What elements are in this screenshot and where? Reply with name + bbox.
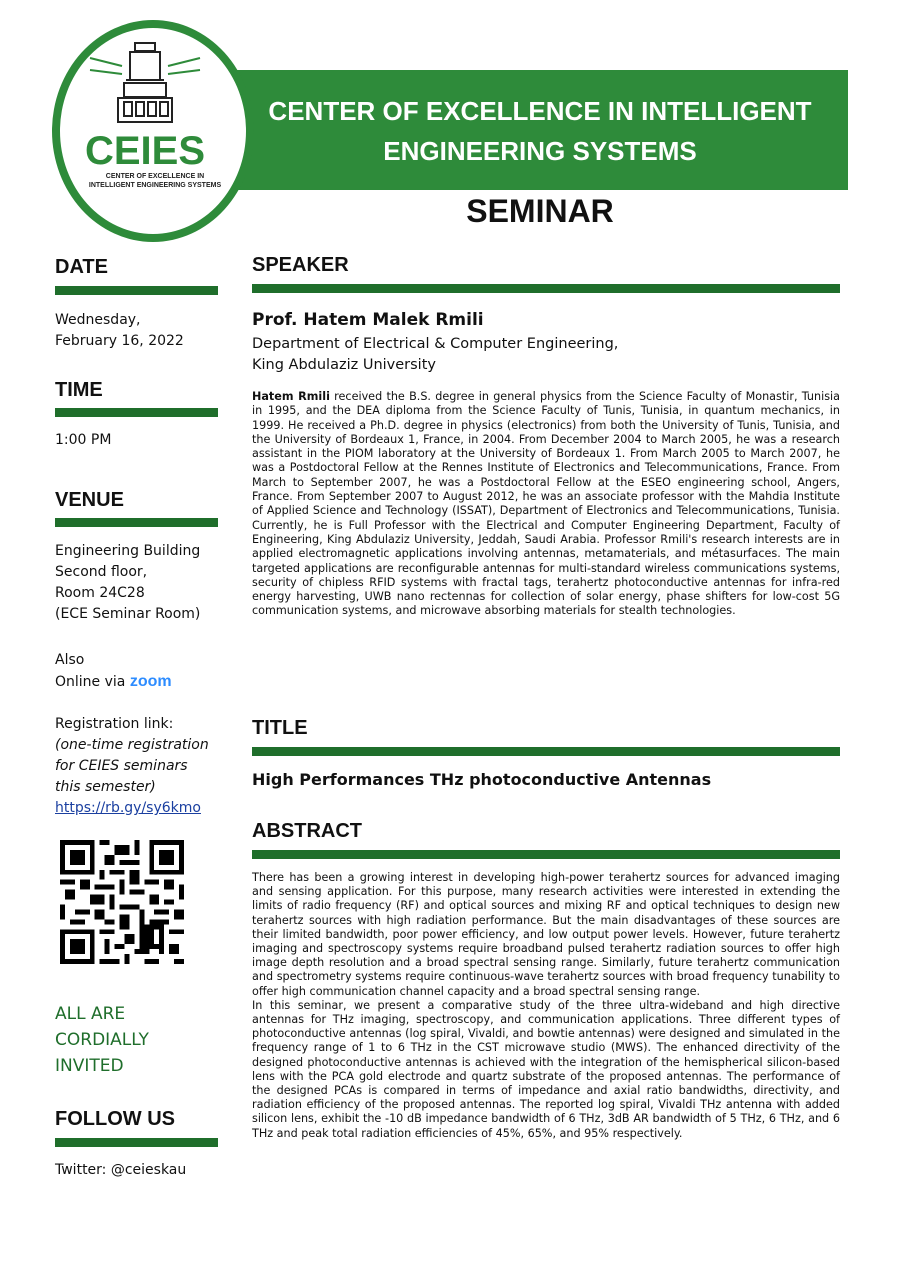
registration-label: Registration link: bbox=[55, 716, 174, 732]
registration-info bbox=[55, 714, 209, 819]
venue-line1: Engineering Building bbox=[55, 543, 201, 559]
time-divider bbox=[55, 408, 218, 417]
center-name-line1: CENTER OF EXCELLENCE IN INTELLIGENT bbox=[268, 96, 812, 126]
abstract-divider bbox=[252, 850, 840, 859]
date-line2: February 16, 2022 bbox=[55, 333, 184, 349]
invite-line3: INVITED bbox=[55, 1056, 124, 1076]
title-heading: TITLE bbox=[252, 717, 308, 739]
follow-heading: FOLLOW US bbox=[55, 1108, 175, 1130]
follow-divider bbox=[55, 1138, 218, 1147]
also-label: Also bbox=[55, 652, 85, 668]
online-line bbox=[55, 671, 172, 693]
qr-code-icon[interactable] bbox=[60, 840, 184, 964]
date-divider bbox=[55, 286, 218, 295]
zoom-logo[interactable]: zoom bbox=[129, 673, 172, 690]
online-prefix: Online via bbox=[55, 674, 126, 690]
date-heading: DATE bbox=[55, 256, 108, 278]
bio-lead: Hatem Rmili bbox=[252, 390, 330, 403]
speaker-heading: SPEAKER bbox=[252, 254, 349, 276]
affiliation-line2: King Abdulaziz University bbox=[252, 357, 436, 373]
abstract-text bbox=[252, 871, 840, 1141]
abstract-heading: ABSTRACT bbox=[252, 820, 362, 842]
speaker-affiliation bbox=[252, 334, 618, 376]
center-name bbox=[245, 91, 835, 171]
invite-line2: CORDIALLY bbox=[55, 1030, 149, 1050]
bio-body: received the B.S. degree in general physics from the Science Faculty of Monastir, Tunisia in 1995, and the DEA diploma from the Science Faculty of Tunis, Tunisia, in quantum mechanics, in 1999. He received a Ph.D. degree in physics (electronics) from both the University of Tunis, Tunisia, and the University of Bordeaux 1, France, in 2004. From December 2004 to March 2005, he was a research assistant in the PIOM laboratory at the University of Bordeaux 1. From March 2005 to March 2007, he was a Postdoctoral Fellow at the Rennes Institute of Electronics and Telecommunications, France. From March to September 2007, he was a Postdoctoral Fellow at the ESEO engineering school, Angers, France. From September 2007 to August 2012, he was an associate professor with the Mahdia Institute of Applied Science and Technology (ISSAT), Department of Electronics and Telecommunications, Tunisia. Currently, he is Full Professor with the Electrical and Computer Engineering Department, Faculty of Engineering, King Abdulaziz University, Jeddah, Saudi Arabia. Professor Rmili's research interests are in applied electromagnetic applications involving antennas, metamaterials, and métasurfaces. The main targeted applications are reconfigurable antennas for multi-standard wireless communications systems, security of chipless RFID systems with fractal tags, terahertz photoconductive antennas for infra-red energy harvesting, UWB nano rectennas for collection of solar energy, phase shifters for low-cost 5G communication systems, and microwave absorbing materials for stealth technologies. bbox=[252, 390, 840, 618]
logo-acronym: CEIES bbox=[84, 129, 206, 173]
venue-line2: Second floor, bbox=[55, 564, 148, 580]
affiliation-line1: Department of Electrical & Computer Engineering, bbox=[252, 336, 619, 352]
venue-line4: (ECE Seminar Room) bbox=[55, 606, 201, 622]
registration-note-line3: this semester) bbox=[55, 779, 156, 795]
registration-note-line2: for CEIES seminars bbox=[55, 758, 188, 774]
invite-line1: ALL ARE bbox=[55, 1004, 126, 1024]
abstract-paragraph-1: There has been a growing interest in developing high-power terahertz sources for advanced imaging and sensing application. For this purpose, many research activities were interested in extending the limits of radio frequency (RF) and optical sources and mixing RF and optical techniques to design new terahertz sources with high radiation performance. But the main disadvantages of these sources are their limited bandwidth, poor power efficiency, and low output power levels. However, future terahertz imaging and spectroscopy systems require broadband pulsed terahertz radiation sources to offer high image depth resolution and a broad spectral sensing range. Similarly, future terahertz communication and spectrometry systems require continuous-wave terahertz sources with broad frequency tunability to offer high communication channel capacity and a broad spectral sensing range. bbox=[252, 871, 840, 998]
speaker-name: Prof. Hatem Malek Rmili bbox=[252, 310, 484, 330]
twitter-handle[interactable]: Twitter: @ceieskau bbox=[55, 1162, 187, 1178]
time-value: 1:00 PM bbox=[55, 432, 112, 448]
title-divider bbox=[252, 747, 840, 756]
abstract-paragraph-2: In this seminar, we present a comparative study of the three ultra-wideband and high directive antennas for THz imaging, spectroscopy, and communication applications. Three different types of photoconductive antennas (log spiral, Vivaldi, and bowtie antennas) were designed and simulated in the frequency range of 1 to 6 THz in the CST microwave studio (MWS). The enhanced directivity of the designed photoconductive antennas is achieved with the integration of the hemispherical silicon-based lens with the PCA gold electrode and quartz substrate of the proposed antennas. The performance of the designed PCAs is compared in terms of impedance and axial ratio bandwidths, directivity, and radiation efficiency of the proposed antennas. The reported log spiral, Vivaldi THz antenna with added silicon lens, exhibit the -10 dB impedance bandwidth of 6 THz, 3dB AR bandwidth of 5 THz, 6 THz, and 6 THz and peak total radiation efficiencies of 45%, 65%, and 95% respectively. bbox=[252, 998, 840, 1140]
seminar-heading: SEMINAR bbox=[466, 193, 614, 229]
online-info bbox=[55, 650, 172, 693]
registration-link[interactable]: https://rb.gy/sy6kmo bbox=[55, 800, 201, 816]
speaker-bio bbox=[252, 390, 840, 619]
center-name-line2: ENGINEERING SYSTEMS bbox=[383, 136, 697, 166]
venue-line3: Room 24C28 bbox=[55, 585, 145, 601]
venue-value bbox=[55, 541, 200, 625]
venue-divider bbox=[55, 518, 218, 527]
talk-title: High Performances THz photoconductive Antennas bbox=[252, 770, 712, 789]
time-heading: TIME bbox=[55, 379, 103, 401]
logo-caption-line1: CENTER OF EXCELLENCE IN bbox=[105, 173, 205, 180]
date-line1: Wednesday, bbox=[55, 312, 141, 328]
date-value bbox=[55, 310, 184, 352]
logo-caption bbox=[80, 172, 230, 190]
invitation bbox=[55, 1001, 149, 1079]
speaker-divider bbox=[252, 284, 840, 293]
logo-caption-line2: INTELLIGENT ENGINEERING SYSTEMS bbox=[88, 182, 222, 189]
registration-note-line1: (one-time registration bbox=[55, 737, 209, 753]
venue-heading: VENUE bbox=[55, 489, 124, 511]
